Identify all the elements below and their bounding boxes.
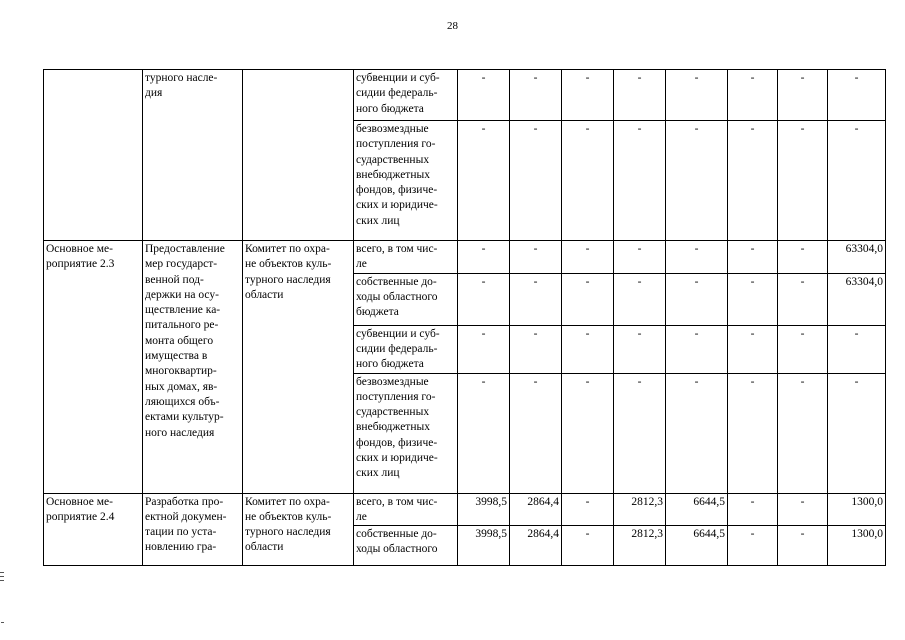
value-cell: - — [510, 121, 562, 241]
value-cell: - — [614, 325, 666, 373]
description-cell: турного насле- дия — [143, 70, 243, 241]
table-row — [44, 241, 886, 274]
value-cell: - — [458, 325, 510, 373]
value-cell: 6644,5 — [666, 526, 728, 566]
value-cell: - — [778, 70, 828, 121]
page-number: 28 — [447, 20, 458, 32]
value-cell: - — [458, 373, 510, 493]
value-cell: - — [562, 121, 614, 241]
value-cell: 3998,5 — [458, 526, 510, 566]
value-cell: - — [614, 70, 666, 121]
value-cell: - — [614, 373, 666, 493]
funding-source-cell: всего, в том чис- ле — [354, 241, 458, 274]
value-cell: - — [562, 273, 614, 325]
value-cell: 63304,0 — [828, 241, 886, 274]
value-cell: - — [510, 70, 562, 121]
value-cell: - — [458, 121, 510, 241]
value-cell: - — [828, 70, 886, 121]
description-cell: Предоставление мер государст- венной под- держки на осу- ществление ка- питального ре- монта общего имущества в многоквартир- ных домах, яв- ляющихся объ- ектами культур- ного наследия — [143, 241, 243, 494]
description-cell: Разработка про- ектной докумен- тации по уста- новлению гра- — [143, 493, 243, 566]
edge-mark — [1, 622, 4, 623]
value-cell: - — [828, 121, 886, 241]
value-cell: - — [562, 526, 614, 566]
value-cell: - — [728, 273, 778, 325]
value-cell: - — [728, 493, 778, 526]
value-cell: - — [510, 373, 562, 493]
funding-source-cell: всего, в том чис- ле — [354, 493, 458, 526]
value-cell: - — [510, 273, 562, 325]
value-cell: 2864,4 — [510, 526, 562, 566]
value-cell: - — [510, 325, 562, 373]
executor-cell — [243, 70, 354, 241]
value-cell: 1300,0 — [828, 526, 886, 566]
value-cell: - — [828, 373, 886, 493]
funding-source-cell: собственные до- ходы областного бюджета — [354, 273, 458, 325]
value-cell: - — [666, 121, 728, 241]
value-cell: - — [562, 325, 614, 373]
value-cell: 6644,5 — [666, 493, 728, 526]
value-cell: - — [562, 493, 614, 526]
budget-table — [43, 69, 886, 566]
value-cell: - — [666, 70, 728, 121]
value-cell: - — [510, 241, 562, 274]
value-cell: - — [778, 493, 828, 526]
value-cell: - — [778, 121, 828, 241]
value-cell: - — [728, 325, 778, 373]
margin-marks — [0, 572, 5, 584]
measure-cell: Основное ме- роприятие 2.3 — [44, 241, 143, 494]
funding-source-cell: безвозмездные поступления го- сударственных внебюджетных фондов, физиче- ских и юридиче- ских лиц — [354, 373, 458, 493]
value-cell: - — [828, 325, 886, 373]
value-cell: - — [728, 241, 778, 274]
value-cell: - — [728, 70, 778, 121]
executor-cell: Комитет по охра- не объектов куль- турного наследия области — [243, 241, 354, 494]
value-cell: 63304,0 — [828, 273, 886, 325]
value-cell: - — [614, 121, 666, 241]
value-cell: - — [458, 70, 510, 121]
funding-source-cell: безвозмездные поступления го- сударственных внебюджетных фондов, физиче- ских и юридиче- ских лиц — [354, 121, 458, 241]
value-cell: - — [666, 373, 728, 493]
value-cell: - — [666, 325, 728, 373]
value-cell: - — [666, 241, 728, 274]
value-cell: - — [562, 70, 614, 121]
value-cell: - — [728, 373, 778, 493]
value-cell: - — [778, 241, 828, 274]
value-cell: 1300,0 — [828, 493, 886, 526]
funding-source-cell: собственные до- ходы областного — [354, 526, 458, 566]
value-cell: - — [666, 273, 728, 325]
value-cell: 3998,5 — [458, 493, 510, 526]
table-row — [44, 70, 886, 121]
value-cell: 2812,3 — [614, 493, 666, 526]
value-cell: 2812,3 — [614, 526, 666, 566]
table-row — [44, 493, 886, 526]
value-cell: - — [778, 325, 828, 373]
value-cell: - — [728, 526, 778, 566]
value-cell: - — [728, 121, 778, 241]
value-cell: - — [778, 526, 828, 566]
value-cell: - — [614, 273, 666, 325]
value-cell: 2864,4 — [510, 493, 562, 526]
executor-cell: Комитет по охра- не объектов куль- турного наследия области — [243, 493, 354, 566]
value-cell: - — [562, 241, 614, 274]
value-cell: - — [458, 273, 510, 325]
measure-cell: Основное ме- роприятие 2.4 — [44, 493, 143, 566]
value-cell: - — [778, 373, 828, 493]
funding-source-cell: субвенции и суб- сидии федераль- ного бюджета — [354, 70, 458, 121]
value-cell: - — [562, 373, 614, 493]
measure-cell — [44, 70, 143, 241]
value-cell: - — [778, 273, 828, 325]
value-cell: - — [458, 241, 510, 274]
budget-table-body — [44, 70, 886, 566]
funding-source-cell: субвенции и суб- сидии федераль- ного бюджета — [354, 325, 458, 373]
value-cell: - — [614, 241, 666, 274]
